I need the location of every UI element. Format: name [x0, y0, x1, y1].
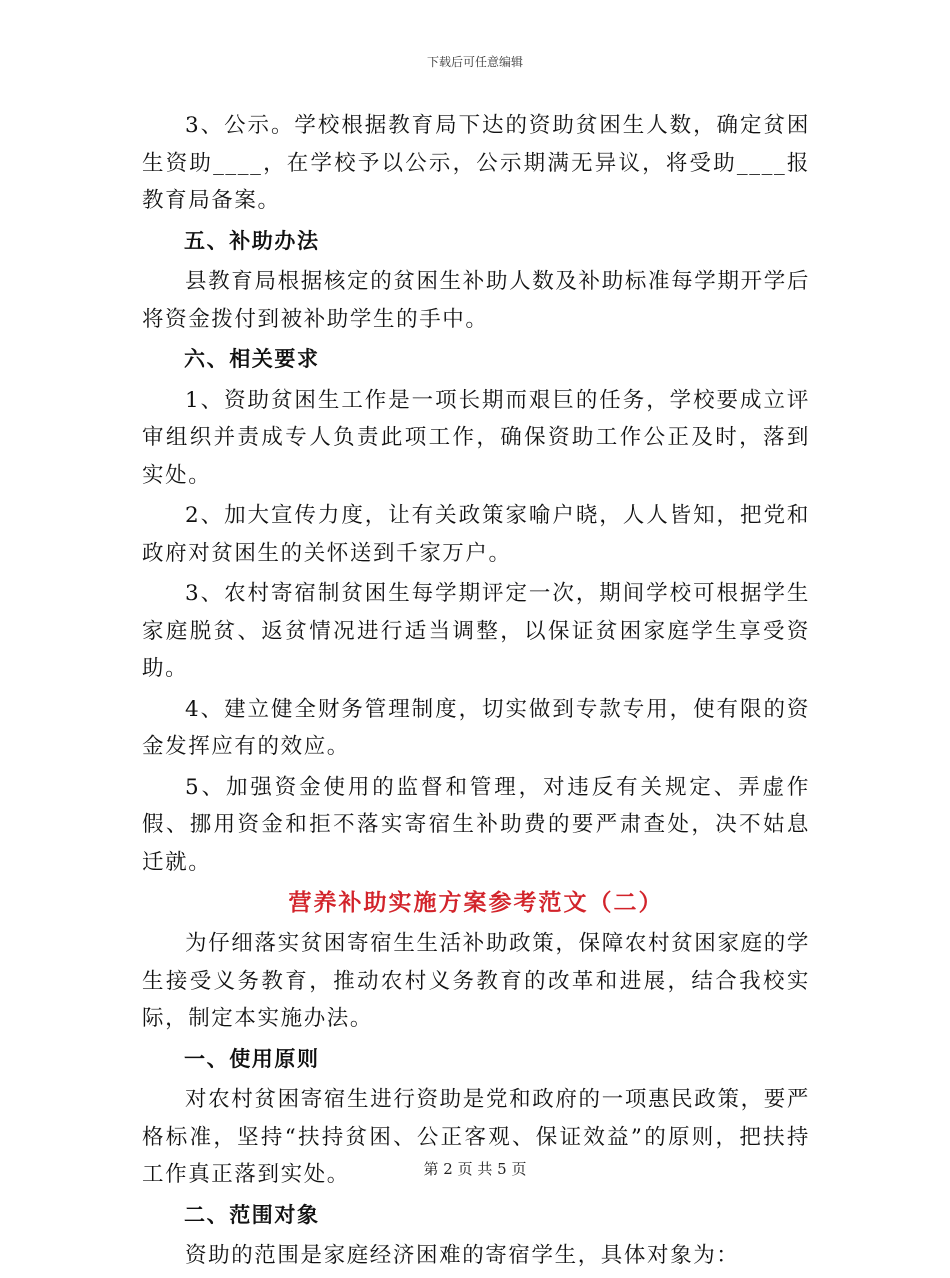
- paragraph-requirement-3: 3、农村寄宿制贫困生每学期评定一次，期间学校可根据学生家庭脱贫、返贫情况进行适当调整，以保证贫困家庭学生享受资助。: [142, 581, 810, 681]
- paragraph-requirement-2: 2、加大宣传力度，让有关政策家喻户晓，人人皆知，把党和政府对贫困生的关怀送到千家万户。: [142, 503, 810, 566]
- header-note: 下载后可任意编辑: [426, 55, 523, 69]
- paragraph-requirement-4: 4、建立健全财务管理制度，切实做到专款专用，使有限的资金发挥应有的效应。: [142, 696, 810, 759]
- paragraph-scope: 资助的范围是家庭经济困难的寄宿学生，具体对象为：: [185, 1243, 740, 1268]
- paragraph-subsidy-method: 县教育局根据核定的贫困生补助人数及补助标准每学期开学后将资金拨付到被补助学生的手中。: [142, 269, 810, 332]
- document-body: [142, 107, 810, 1278]
- heading-related-requirements: 六、相关要求: [184, 347, 320, 371]
- paragraph-requirement-5: 5、加强资金使用的监督和管理，对违反有关规定、弄虚作假、挪用资金和拒不落实寄宿生补助费的要严肃查处，决不姑息迁就。: [142, 774, 810, 875]
- paragraph-principles: 对农村贫困寄宿生进行资助是党和政府的一项惠民政策，要严格标准，坚持“扶持贫困、公正客观、保证效益”的原则，把扶持工作真正落到实处。: [142, 1087, 810, 1187]
- heading-subsidy-method: 五、补助办法: [184, 228, 320, 253]
- page-number: 第 2 页 共 5 页: [423, 1160, 527, 1178]
- heading-scope: 二、范围对象: [184, 1202, 320, 1227]
- paragraph-requirement-1: 1、资助贫困生工作是一项长期而艰巨的任务，学校要成立评审组织并责成专人负责此项工作，确保资助工作公正及时，落到实处。: [142, 387, 810, 488]
- heading-principles: 一、使用原则: [184, 1046, 320, 1071]
- paragraph-intro: 为仔细落实贫困寄宿生生活补助政策，保障农村贫困家庭的学生接受义务教育，推动农村义务教育的改革和进展，结合我校实际，制定本实施办法。: [142, 931, 810, 1031]
- paragraph-publicity: 3、公示。学校根据教育局下达的资助贫困生人数，确定贫困生资助____，在学校予以公示，公示期满无异议，将受助____报教育局备案。: [142, 113, 810, 213]
- section-title: 营养补助实施方案参考范文（二）: [288, 890, 664, 916]
